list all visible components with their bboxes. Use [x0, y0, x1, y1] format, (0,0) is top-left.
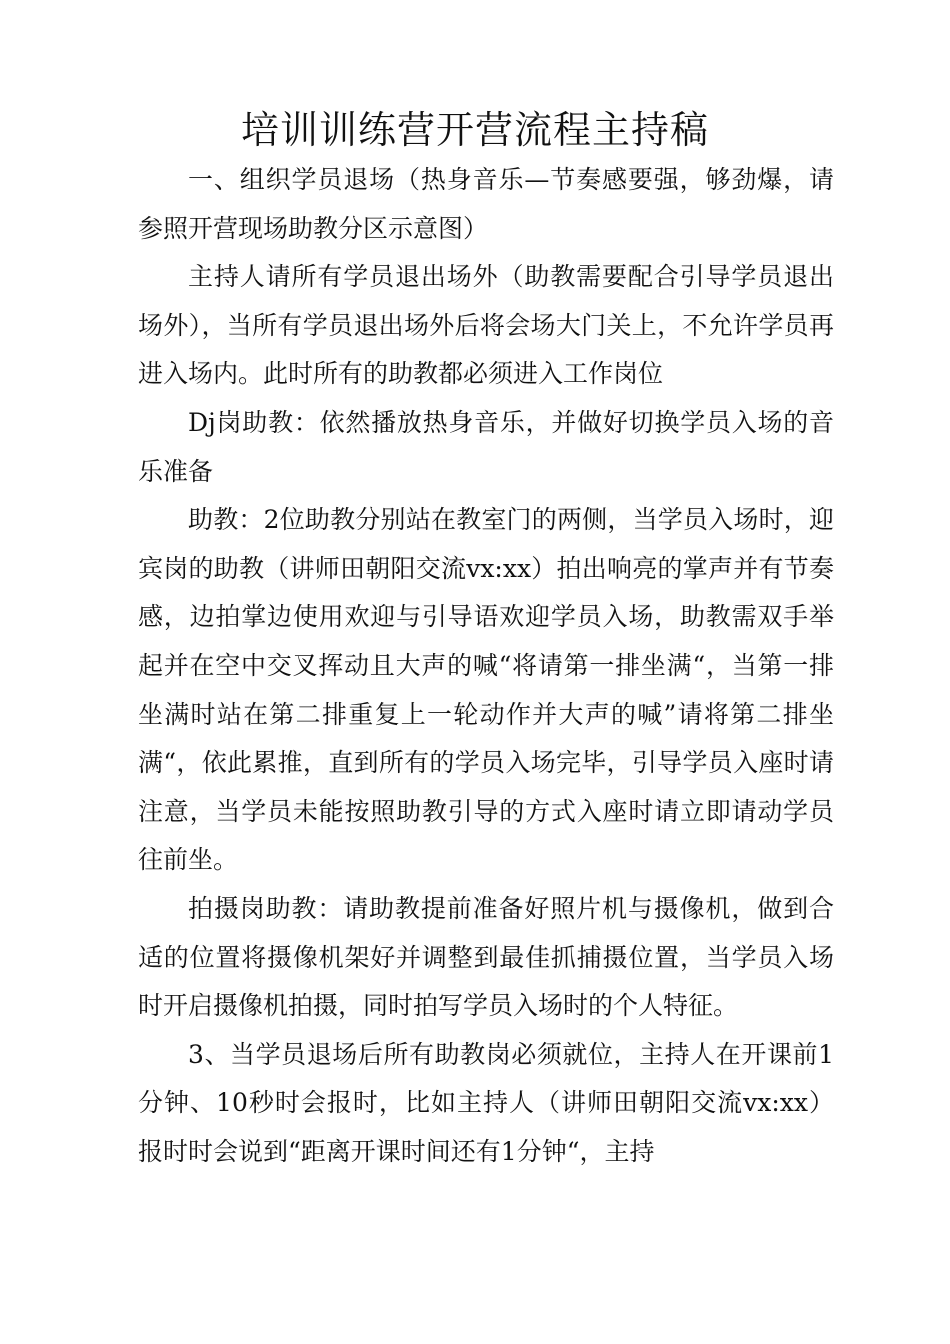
paragraph-2: 主持人请所有学员退出场外（助教需要配合引导学员退出场外），当所有学员退出场外后将会场大门关上，不允许学员再进入场内。此时所有的助教都必须进入工作岗位 [138, 262, 834, 389]
document-body [138, 156, 834, 1176]
paragraph-5: 拍摄岗助教：请助教提前准备好照片机与摄像机，做到合适的位置将摄像机架好并调整到最佳抓捕摄位置，当学员入场时开启摄像机拍摄，同时拍写学员入场时的个人特征。 [138, 893, 834, 1021]
paragraph-3: Dj岗助教：依然播放热身音乐，并做好切换学员入场的音乐准备 [138, 407, 834, 486]
paragraph-6: 3、当学员退场后所有助教岗必须就位，主持人在开课前1分钟、10秒时会报时，比如主持人（讲师田朝阳交流vx:xx）报时时会说到“距离开课时间还有1分钟“，主持 [138, 1039, 834, 1166]
paragraph-4: 助教：2位助教分别站在教室门的两侧，当学员入场时，迎宾岗的助教（讲师田朝阳交流vx:xx）拍出响亮的掌声并有节奏感，边拍掌边使用欢迎与引导语欢迎学员入场，助教需双手举起并在空中交叉挥动且大声的喊“将请第一排坐满“，当第一排坐满时站在第二排重复上一轮动作并大声的喊”请将第二排坐满“，依此累推，直到所有的学员入场完毕，引导学员入座时请注意，当学员未能按照助教引导的方式入座时请立即请动学员往前坐。 [138, 505, 834, 875]
paragraph-1: 一、组织学员退场（热身音乐—节奏感要强，够劲爆，请参照开营现场助教分区示意图） [138, 165, 834, 243]
document-title: 培训训练营开营流程主持稿 [240, 108, 709, 152]
